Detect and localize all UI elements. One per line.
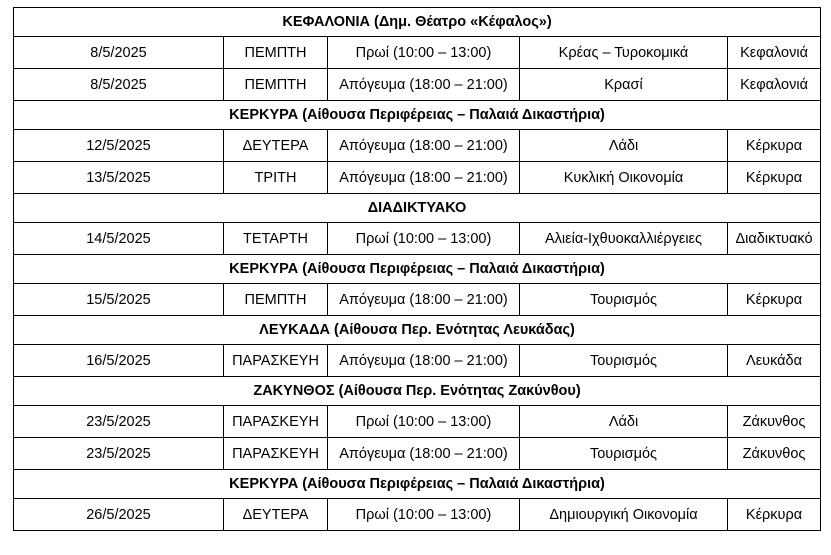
topic-cell: Τουρισμός <box>520 438 728 470</box>
place-cell: Κέρκυρα <box>728 284 821 316</box>
place-cell: Κεφαλονιά <box>728 69 821 101</box>
section-header-row <box>14 377 821 406</box>
time-cell: Απόγευμα (18:00 – 21:00) <box>328 438 520 470</box>
time-cell: Απόγευμα (18:00 – 21:00) <box>328 130 520 162</box>
section-header-row <box>14 194 821 223</box>
day-cell: ΠΕΜΠΤΗ <box>224 284 328 316</box>
schedule-row <box>14 284 821 316</box>
topic-cell: Κρέας – Τυροκομικά <box>520 37 728 69</box>
day-cell: ΔΕΥΤΕΡΑ <box>224 499 328 531</box>
section-title: ΖΑΚΥΝΘΟΣ (Αίθουσα Περ. Ενότητας Ζακύνθου) <box>14 377 821 406</box>
topic-cell: Τουρισμός <box>520 284 728 316</box>
date-cell: 8/5/2025 <box>14 69 224 101</box>
day-cell: ΠΑΡΑΣΚΕΥΗ <box>224 438 328 470</box>
date-cell: 14/5/2025 <box>14 223 224 255</box>
place-cell: Ζάκυνθος <box>728 438 821 470</box>
schedule-row <box>14 37 821 69</box>
day-cell: ΔΕΥΤΕΡΑ <box>224 130 328 162</box>
section-title: ΚΕΡΚΥΡΑ (Αίθουσα Περιφέρειας – Παλαιά Δικαστήρια) <box>14 101 821 130</box>
date-cell: 12/5/2025 <box>14 130 224 162</box>
section-header-row <box>14 101 821 130</box>
topic-cell: Λάδι <box>520 130 728 162</box>
topic-cell: Αλιεία-Ιχθυοκαλλιέργειες <box>520 223 728 255</box>
schedule-row <box>14 130 821 162</box>
section-title: ΔΙΑΔΙΚΤΥΑΚΟ <box>14 194 821 223</box>
place-cell: Ζάκυνθος <box>728 406 821 438</box>
time-cell: Απόγευμα (18:00 – 21:00) <box>328 284 520 316</box>
time-cell: Απόγευμα (18:00 – 21:00) <box>328 345 520 377</box>
topic-cell: Λάδι <box>520 406 728 438</box>
day-cell: ΠΕΜΠΤΗ <box>224 69 328 101</box>
time-cell: Απόγευμα (18:00 – 21:00) <box>328 162 520 194</box>
place-cell: Κέρκυρα <box>728 130 821 162</box>
topic-cell: Δημιουργική Οικονομία <box>520 499 728 531</box>
day-cell: ΤΡΙΤΗ <box>224 162 328 194</box>
date-cell: 23/5/2025 <box>14 438 224 470</box>
section-title: ΚΕΡΚΥΡΑ (Αίθουσα Περιφέρειας – Παλαιά Δικαστήρια) <box>14 470 821 499</box>
day-cell: ΠΑΡΑΣΚΕΥΗ <box>224 345 328 377</box>
section-title: ΚΕΦΑΛΟΝΙΑ (Δημ. Θέατρο «Κέφαλος») <box>14 8 821 37</box>
place-cell: Κέρκυρα <box>728 499 821 531</box>
topic-cell: Κυκλική Οικονομία <box>520 162 728 194</box>
section-title: ΚΕΡΚΥΡΑ (Αίθουσα Περιφέρειας – Παλαιά Δικαστήρια) <box>14 255 821 284</box>
schedule-container <box>13 7 821 531</box>
place-cell: Κέρκυρα <box>728 162 821 194</box>
time-cell: Πρωί (10:00 – 13:00) <box>328 37 520 69</box>
section-header-row <box>14 255 821 284</box>
time-cell: Πρωί (10:00 – 13:00) <box>328 499 520 531</box>
day-cell: ΠΑΡΑΣΚΕΥΗ <box>224 406 328 438</box>
schedule-row <box>14 162 821 194</box>
date-cell: 26/5/2025 <box>14 499 224 531</box>
schedule-row <box>14 223 821 255</box>
topic-cell: Τουρισμός <box>520 345 728 377</box>
schedule-row <box>14 69 821 101</box>
section-header-row <box>14 8 821 37</box>
day-cell: ΠΕΜΠΤΗ <box>224 37 328 69</box>
topic-cell: Κρασί <box>520 69 728 101</box>
place-cell: Λευκάδα <box>728 345 821 377</box>
date-cell: 16/5/2025 <box>14 345 224 377</box>
schedule-row <box>14 406 821 438</box>
place-cell: Κεφαλονιά <box>728 37 821 69</box>
day-cell: ΤΕΤΑΡΤΗ <box>224 223 328 255</box>
schedule-table <box>13 7 821 531</box>
schedule-row <box>14 345 821 377</box>
date-cell: 8/5/2025 <box>14 37 224 69</box>
section-title: ΛΕΥΚΑΔΑ (Αίθουσα Περ. Ενότητας Λευκάδας) <box>14 316 821 345</box>
time-cell: Πρωί (10:00 – 13:00) <box>328 223 520 255</box>
time-cell: Πρωί (10:00 – 13:00) <box>328 406 520 438</box>
time-cell: Απόγευμα (18:00 – 21:00) <box>328 69 520 101</box>
place-cell: Διαδικτυακό <box>728 223 821 255</box>
schedule-row <box>14 499 821 531</box>
schedule-row <box>14 438 821 470</box>
section-header-row <box>14 470 821 499</box>
date-cell: 15/5/2025 <box>14 284 224 316</box>
section-header-row <box>14 316 821 345</box>
date-cell: 13/5/2025 <box>14 162 224 194</box>
date-cell: 23/5/2025 <box>14 406 224 438</box>
